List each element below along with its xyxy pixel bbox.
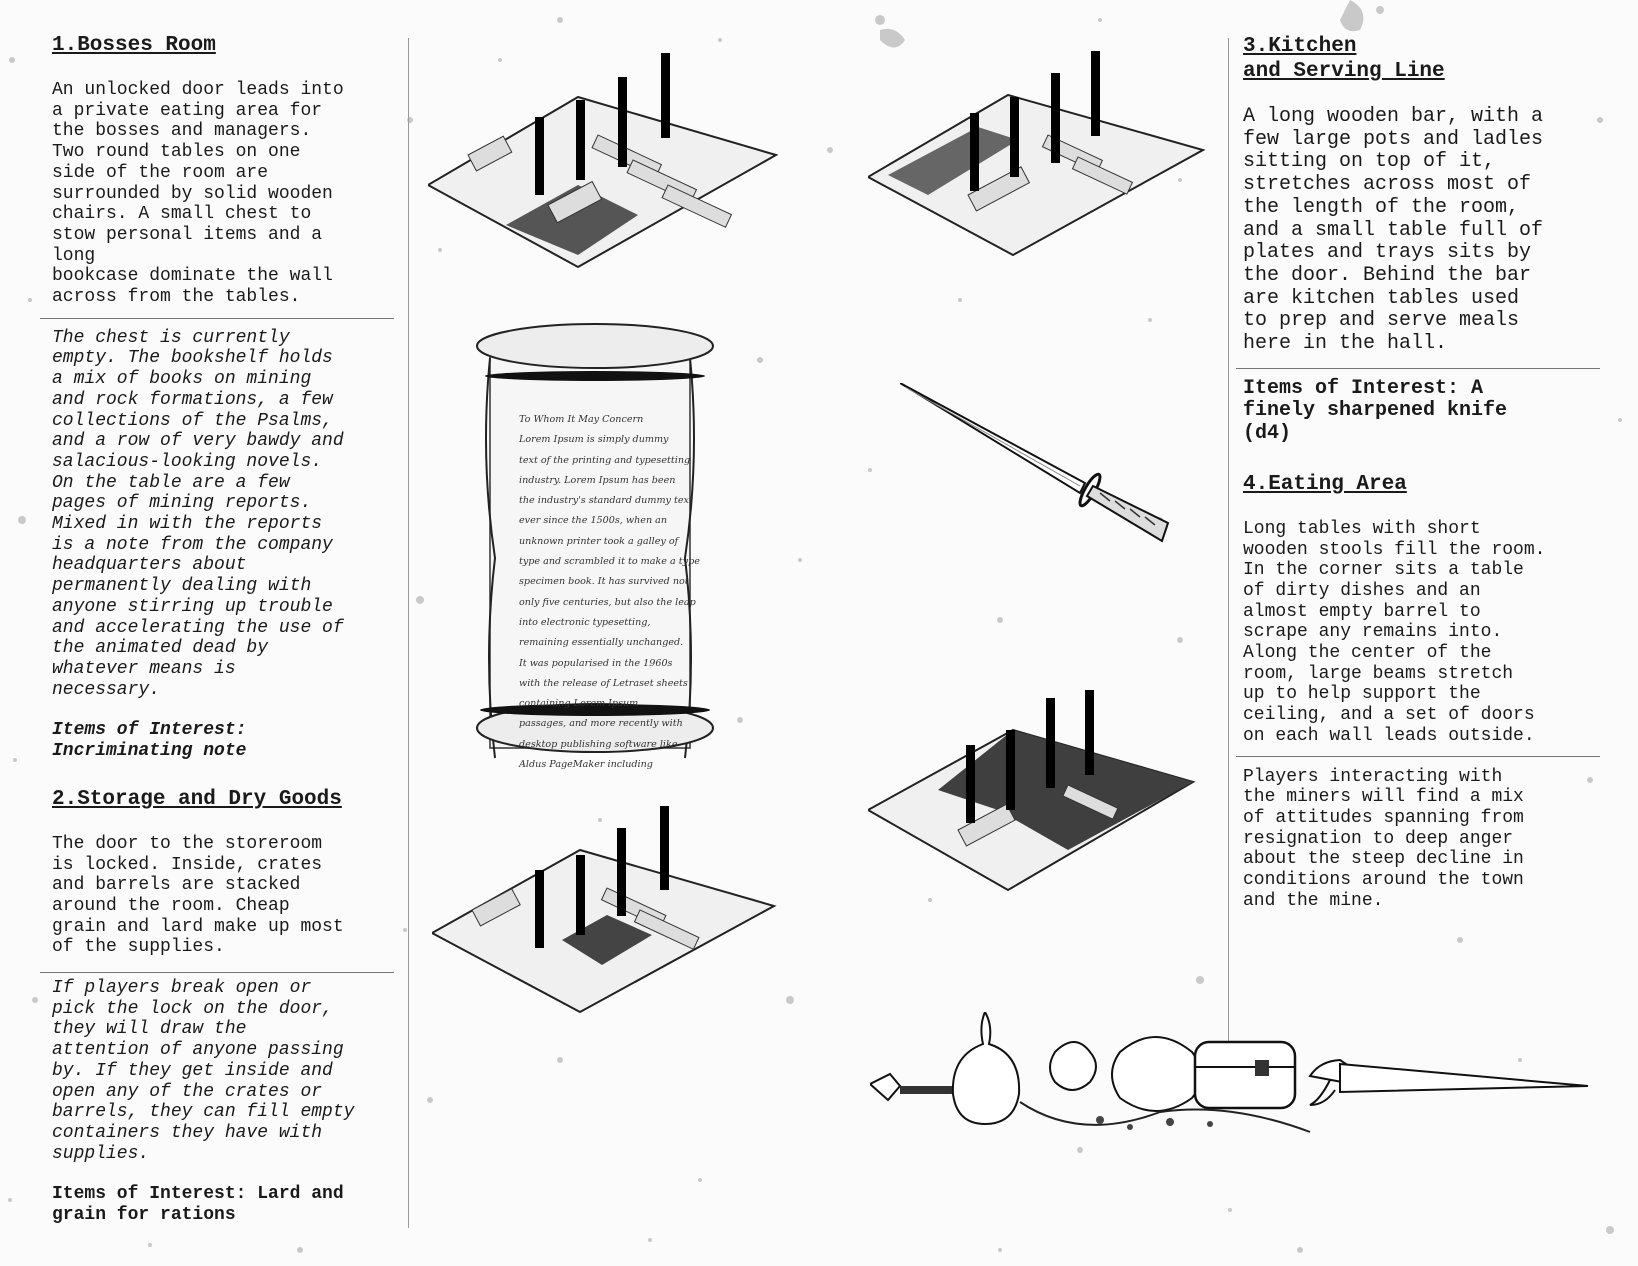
- room4-description: Long tables with short wooden stools fill the room. In the corner sits a table of dirty dishes and an almost empty barrel to scrape any remains into. Along the center of the room, large beams stretch up to help support the ceiling, and a set of doors on each wall leads outside.: [1243, 518, 1546, 746]
- scroll-line: ever since the 1500s, when an: [519, 515, 668, 527]
- scroll-line: type and scrambled it to make a type: [519, 556, 700, 568]
- room1-description: An unlocked door leads into a private eating area for the bosses and managers. Two round tables on one side of the room are surrounded by solid wooden chairs. A small chest to stow personal items and a long bookcase dominate the wall across from the tables.: [52, 80, 344, 308]
- divider-room1: [40, 318, 394, 319]
- room2-description: The door to the storeroom is locked. Inside, crates and barrels are stacked around the room. Cheap grain and lard make up most of the supplies.: [52, 833, 344, 958]
- scroll-line: text of the printing and typesetting: [519, 454, 691, 466]
- room1-title: 1.Bosses Room: [52, 34, 216, 57]
- divider-room3: [1236, 368, 1600, 369]
- scroll-line: containing Lorem Ipsum: [519, 698, 639, 710]
- scroll-line: passages, and more recently with: [519, 718, 683, 730]
- divider-room4: [1236, 756, 1600, 757]
- divider-room2: [40, 972, 394, 973]
- column-divider-right: [1228, 38, 1229, 1058]
- scroll-line: with the release of Letraset sheets: [519, 677, 688, 689]
- scroll-line: industry. Lorem Ipsum has been: [519, 474, 676, 486]
- room3-items: Items of Interest: A finely sharpened knife (d4): [1243, 376, 1508, 446]
- map-icon: [868, 690, 1198, 905]
- column-divider-left: [408, 38, 409, 1228]
- scroll-line: unknown printer took a galley of: [519, 535, 679, 547]
- room4-gm-note: Players interacting with the miners will find a mix of attitudes spanning from resignation to deep anger about the steep decline in conditions around the town and the mine.: [1243, 766, 1524, 911]
- scroll-line: remaining essentially unchanged.: [519, 637, 684, 649]
- map-icon: [428, 45, 778, 270]
- room1-items: Items of Interest: Incriminating note: [52, 720, 247, 762]
- scroll-line: Lorem Ipsum is simply dummy: [519, 434, 669, 446]
- room1-gm-note: The chest is currently empty. The bookshelf holds a mix of books on mining and rock formations, a few collections of the Psalms, and a row of very bawdy and salacious-looking novels. On the table are a few pages of mining reports. Mixed in with the reports is a note from the company headquarters about permanently dealing with anyone stirring up trouble and accelerating the use of the animated dead by whatever means is necessary.: [52, 327, 344, 700]
- room2-title: 2.Storage and Dry Goods: [52, 787, 342, 811]
- scroll-line: specimen book. It has survived not: [519, 576, 689, 588]
- room2-items: Items of Interest: Lard and grain for rations: [52, 1184, 344, 1226]
- room2-gm-note: If players break open or pick the lock on the door, they will draw the attention of anyone passing by. If they get inside and open any of the crates or barrels, they can fill empty containers they have with supplies.: [52, 978, 355, 1164]
- right-column: [1243, 34, 1603, 912]
- scroll-line: It was popularised in the 1960s: [519, 657, 673, 669]
- map-icon: [868, 45, 1208, 260]
- left-column: [52, 34, 392, 1226]
- scroll-line: desktop publishing software like: [519, 738, 678, 750]
- room3-title: 3.Kitchen and Serving Line: [1243, 35, 1445, 83]
- scroll-line: the industry's standard dummy text: [519, 495, 693, 507]
- room3-description: A long wooden bar, with a few large pots and ladles sitting on top of it, stretches across most of the length of the room, and a small table full of plates and trays sits by the door. Behind the bar are kitchen tables used to prep and serve meals here in the hall.: [1243, 105, 1544, 356]
- items-icon: [870, 1012, 1590, 1162]
- scroll-line: Aldus PageMaker including: [519, 759, 653, 771]
- scroll-line: To Whom It May Concern: [519, 414, 644, 425]
- scroll-line: into electronic typesetting,: [519, 616, 651, 628]
- room4-title: 4.Eating Area: [1243, 472, 1407, 496]
- map-icon: [432, 800, 777, 1015]
- scroll-text: [519, 410, 700, 775]
- scroll-line: only five centuries, but also the leap: [519, 596, 696, 608]
- sword-icon: [900, 383, 1180, 548]
